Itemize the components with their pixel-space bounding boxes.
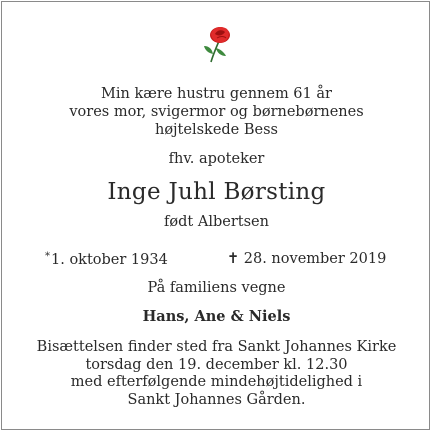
family-label: På familiens vegne [147,280,286,296]
service-line-2: torsdag den 19. december kl. 12.30 [85,356,348,373]
service-line-4: Sankt Johannes Gården. [127,391,306,408]
intro-text [0,85,433,139]
service-line-1: Bisættelsen finder sted fra Sankt Johannes Kirke [36,339,397,355]
rose-icon [200,24,234,64]
cross-icon: ✝ [227,251,240,267]
death-date-group [227,251,386,267]
deceased-name: Inge Juhl Børsting [107,179,326,205]
service-line-3: med efterfølgende mindehøjtidelighed i [70,374,363,390]
death-date: 28. november 2019 [243,251,387,267]
intro-line-1: Min kære hustru gennem 61 år [101,86,332,102]
birth-symbol: * [45,251,50,262]
birth-date-group [45,251,168,268]
occupation-title: fhv. apoteker [168,151,265,167]
intro-line-2: vores mor, svigermor og børnebørnenes [69,104,364,120]
family-names: Hans, Ane & Niels [142,308,291,325]
service-info [0,339,433,409]
birth-date: 1. oktober 1934 [51,252,168,268]
intro-line-3: højtelskede Bess [154,122,278,138]
maiden-name: født Albertsen [164,214,269,230]
